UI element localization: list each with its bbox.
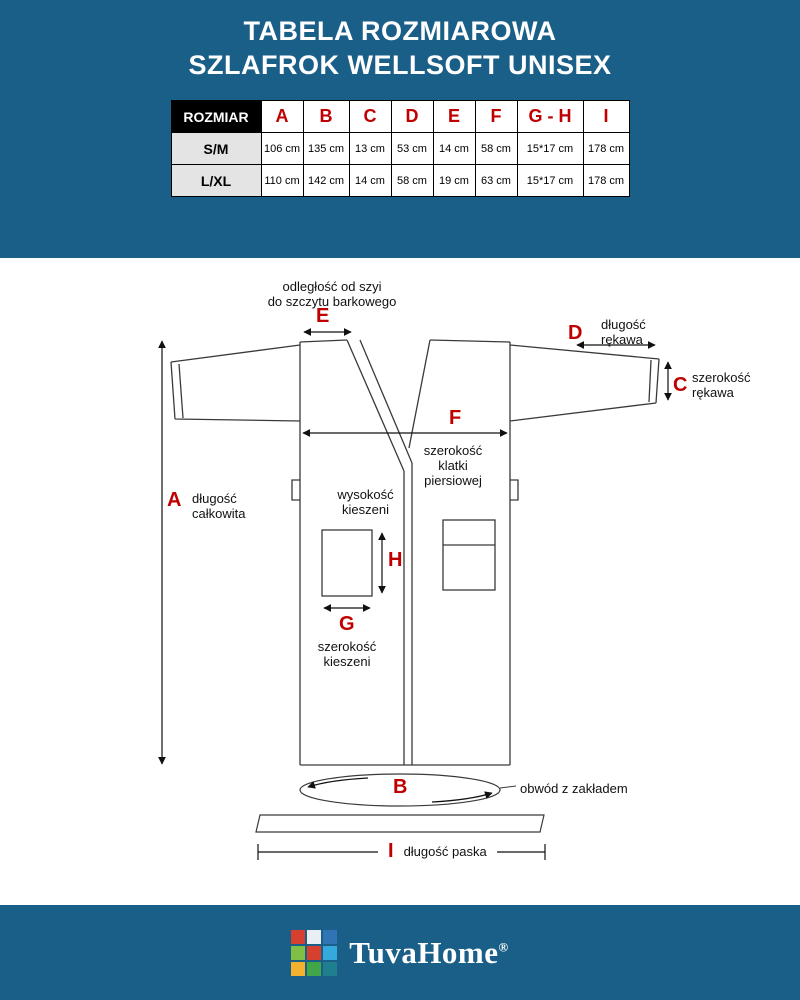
page-title-line1: TABELA ROZMIAROWA xyxy=(243,16,557,46)
value-cell: 14 cm xyxy=(433,133,475,165)
size-cell: L/XL xyxy=(171,165,261,197)
measurement-diagram xyxy=(0,258,800,905)
dim-text-e: odległość od szyi do szczytu barkowego xyxy=(267,279,397,309)
size-table-col-f: F xyxy=(475,101,517,133)
dim-letter-d: D xyxy=(568,322,583,344)
size-table-col-e: E xyxy=(433,101,475,133)
dim-text-i: długość paska xyxy=(403,843,487,859)
dim-text-g: szerokość kieszeni xyxy=(317,639,377,669)
dim-letter-c: C xyxy=(673,374,688,396)
size-table-col-b: B xyxy=(303,101,349,133)
value-cell: 106 cm xyxy=(261,133,303,165)
dim-letter-b: B xyxy=(393,776,408,798)
value-cell: 178 cm xyxy=(583,133,629,165)
belt xyxy=(256,815,544,832)
brand-text: TuvaHome xyxy=(349,934,499,970)
page-title-line2: SZLAFROK WELLSOFT UNISEX xyxy=(188,50,612,80)
size-table-col-gh: G - H xyxy=(517,101,583,133)
dim-text-d: długość rękawa xyxy=(601,317,646,347)
size-table-col-i: I xyxy=(583,101,629,133)
dim-text-c: szerokość rękawa xyxy=(692,370,751,400)
size-table xyxy=(171,100,630,197)
value-cell: 63 cm xyxy=(475,165,517,197)
robe-outline xyxy=(171,340,659,765)
size-table-corner-header: ROZMIAR xyxy=(171,101,261,133)
dim-text-b: obwód z zakładem xyxy=(520,781,628,796)
dim-letter-e: E xyxy=(316,305,330,327)
value-cell: 13 cm xyxy=(349,133,391,165)
value-cell: 15*17 cm xyxy=(517,133,583,165)
tuvahome-logo-icon xyxy=(291,930,337,976)
robe-diagram-svg xyxy=(0,258,800,905)
value-cell: 142 cm xyxy=(303,165,349,197)
circumference-ellipse xyxy=(300,774,516,806)
value-cell: 58 cm xyxy=(391,165,433,197)
dim-letter-f: F xyxy=(449,407,462,429)
size-table-col-c: C xyxy=(349,101,391,133)
left-pocket xyxy=(322,530,372,596)
value-cell: 19 cm xyxy=(433,165,475,197)
size-table-header-row xyxy=(171,101,629,133)
right-pocket xyxy=(443,520,495,590)
top-banner xyxy=(0,0,800,258)
dim-letter-i: I xyxy=(388,839,394,862)
value-cell: 178 cm xyxy=(583,165,629,197)
size-table-col-a: A xyxy=(261,101,303,133)
value-cell: 110 cm xyxy=(261,165,303,197)
dim-label-i xyxy=(378,839,497,863)
dim-letter-h: H xyxy=(388,549,403,571)
brand-name xyxy=(349,935,509,971)
dim-text-h: wysokość kieszeni xyxy=(337,487,394,517)
registered-mark: ® xyxy=(498,939,509,955)
value-cell: 53 cm xyxy=(391,133,433,165)
table-row-sm xyxy=(171,133,629,165)
footer-banner xyxy=(0,905,800,1000)
dim-text-f: szerokość klatki piersiowej xyxy=(423,443,483,488)
value-cell: 135 cm xyxy=(303,133,349,165)
tuvahome-logo xyxy=(291,930,509,976)
table-row-lxl xyxy=(171,165,629,197)
value-cell: 14 cm xyxy=(349,165,391,197)
dim-letter-g: G xyxy=(339,613,355,635)
value-cell: 15*17 cm xyxy=(517,165,583,197)
size-table-col-d: D xyxy=(391,101,433,133)
dim-letter-a: A xyxy=(167,489,182,511)
size-cell: S/M xyxy=(171,133,261,165)
dim-text-a: długość całkowita xyxy=(192,491,246,521)
value-cell: 58 cm xyxy=(475,133,517,165)
